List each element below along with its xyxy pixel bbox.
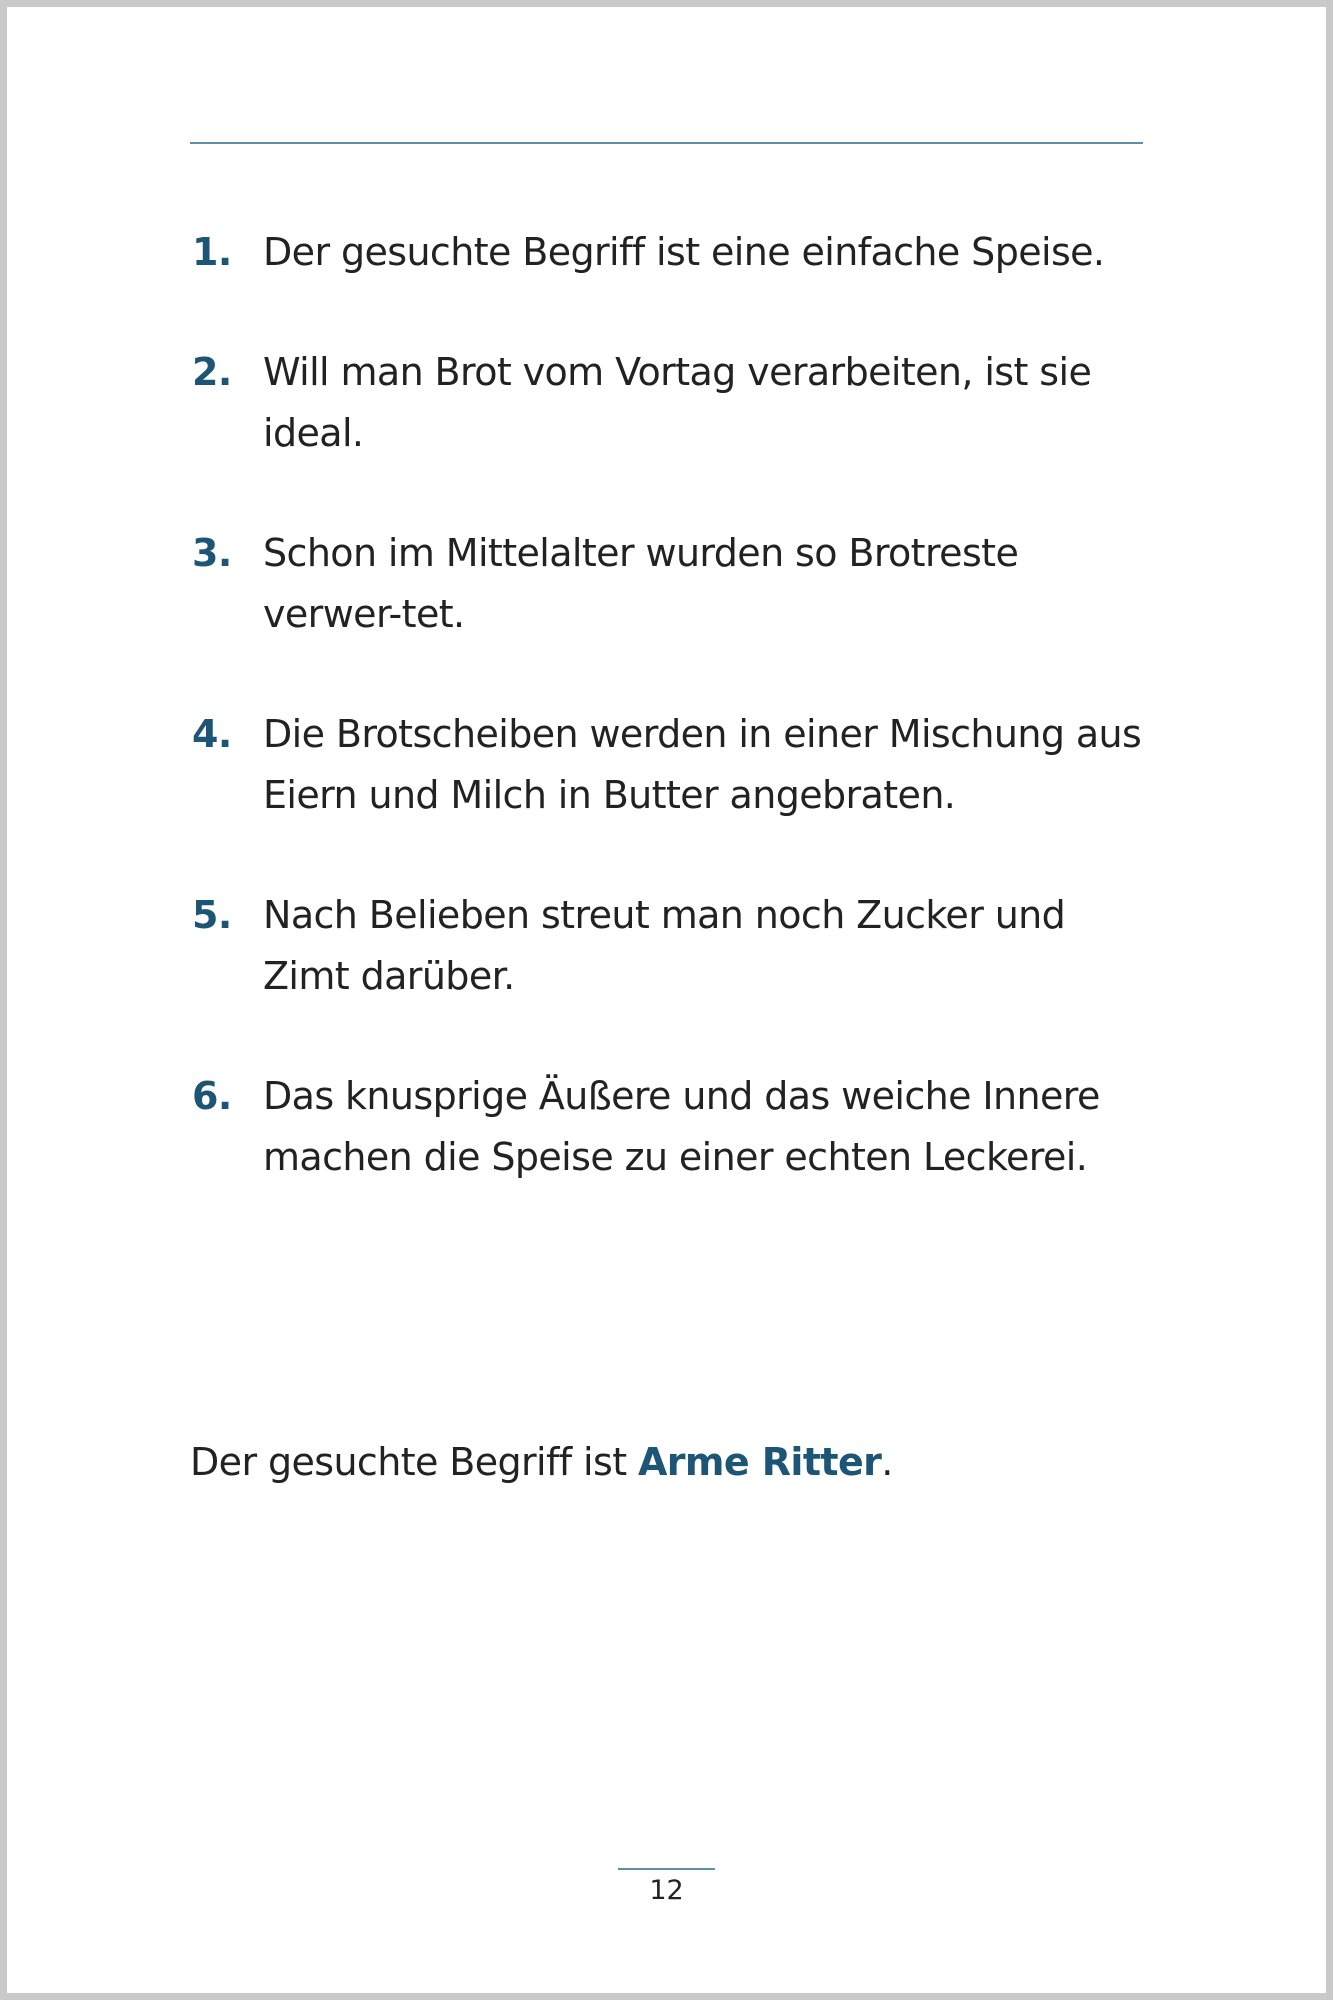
clue-item [190, 222, 1150, 283]
clue-item [190, 704, 1150, 826]
answer-term: Arme Ritter [637, 1440, 882, 1484]
clue-item [190, 523, 1150, 645]
clue-list [190, 222, 1150, 1188]
clue-item [190, 1066, 1150, 1188]
answer-prefix: Der gesuchte Begriff ist [190, 1440, 638, 1484]
clue-text: Will man Brot vom Vortag verarbeiten, ist sie ideal. [263, 350, 1092, 455]
clue-number: 6. [192, 1074, 232, 1118]
clue-text: Das knusprige Äußere und das weiche Innere machen die Speise zu einer echten Leckerei. [263, 1074, 1100, 1179]
footer-divider [618, 1868, 715, 1870]
clue-number: 2. [192, 350, 232, 394]
clue-item [190, 885, 1150, 1007]
clue-number: 5. [192, 893, 232, 937]
clue-text: Nach Belieben streut man noch Zucker und Zimt darüber. [263, 893, 1066, 998]
clue-number: 1. [192, 230, 232, 274]
clue-item [190, 342, 1150, 464]
clue-number: 3. [192, 531, 232, 575]
clue-text: Schon im Mittelalter wurden so Brotreste verwer-tet. [263, 531, 1019, 636]
top-divider [190, 142, 1143, 144]
clue-text: Die Brotscheiben werden in einer Mischung aus Eiern und Milch in Butter angebraten. [263, 712, 1142, 817]
answer-line [190, 1432, 893, 1493]
clue-number: 4. [192, 712, 232, 756]
page-number: 12 [649, 1875, 684, 1906]
answer-suffix: . [881, 1440, 893, 1484]
clue-text: Der gesuchte Begriff ist eine einfache Speise. [263, 230, 1105, 274]
